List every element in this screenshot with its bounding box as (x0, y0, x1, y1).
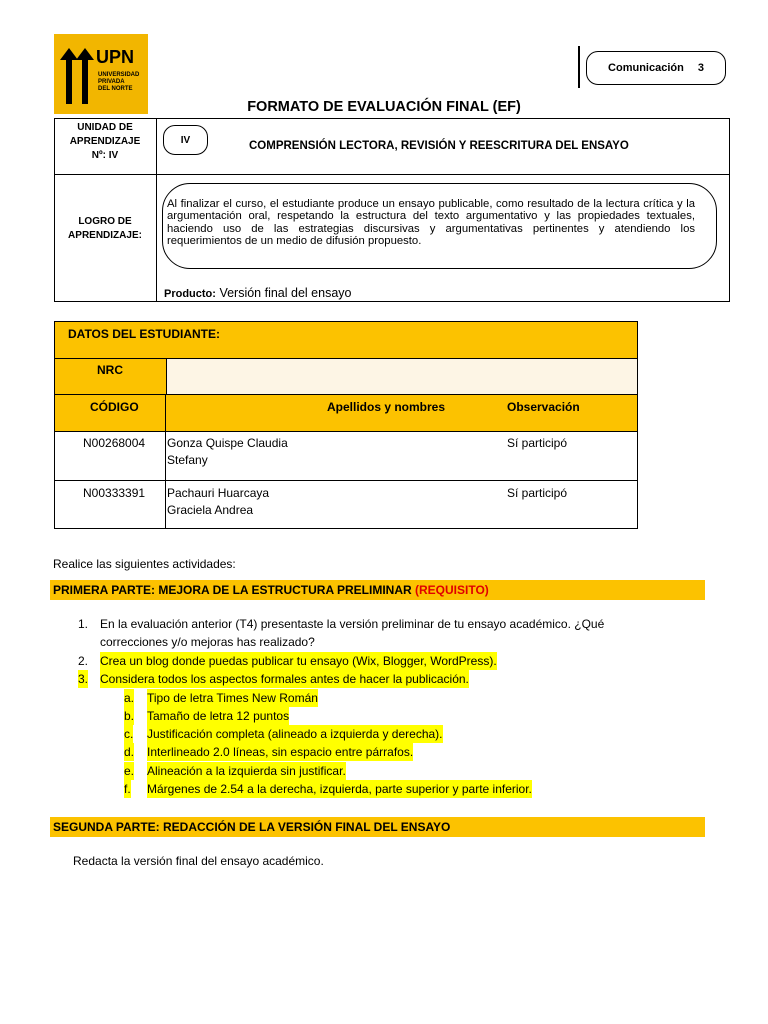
part1-title-bar (50, 580, 705, 600)
unit-table-row-divider (54, 174, 730, 175)
instruction-text: Realice las siguientes actividades: (53, 557, 236, 571)
header-divider (578, 46, 580, 88)
sub-item: Tamaño de letra 12 puntos (147, 707, 289, 725)
part1-title: PRIMERA PARTE: MEJORA DE LA ESTRUCTURA PRELIMINAR (53, 583, 412, 597)
sub-item: Interlineado 2.0 líneas, sin espacio entre párrafos. (147, 743, 413, 761)
page-title: FORMATO DE EVALUACIÓN FINAL (EF) (247, 99, 521, 115)
list-item-number: 1. (78, 617, 89, 631)
list-item-number: 3. (78, 670, 88, 688)
student-observation: Sí participó (507, 436, 568, 450)
course-name: Comunicación (608, 62, 684, 74)
sub-item: Justificación completa (alineado a izquierda y derecha). (147, 725, 443, 743)
list-item-number: 2. (78, 654, 89, 668)
col-obs-header: Observación (507, 400, 580, 414)
col-code-header: CÓDIGO (90, 400, 139, 414)
upn-arrow-icon (60, 48, 96, 104)
course-number: 3 (697, 62, 704, 74)
logo-brand: UPN (96, 47, 135, 67)
sub-item: Alineación a la izquierda sin justificar. (147, 762, 346, 780)
unit-table-col-divider (156, 118, 157, 302)
unit-title: COMPRENSIÓN LECTORA, REVISIÓN Y REESCRITURA DEL ENSAYO (249, 140, 629, 152)
logro-label: LOGRO DE APRENDIZAJE: (68, 216, 142, 241)
part2-title-bar (50, 817, 705, 837)
unit-number: IV (163, 125, 208, 155)
unit-label: UNIDAD DE APRENDIZAJE Nº: IV (69, 122, 141, 161)
list-item: Considera todos los aspectos formales antes de hacer la publicación. (100, 670, 469, 688)
product-line (164, 286, 351, 300)
sub-item-letter: b. (124, 707, 134, 725)
col-name-header: Apellidos y nombres (327, 400, 446, 414)
student-code: N00333391 (83, 486, 146, 500)
part2-text: Redacta la versión final del ensayo académico. (73, 854, 324, 868)
sub-item-letter: e. (124, 762, 134, 780)
logro-text: Al finalizar el curso, el estudiante produce un ensayo publicable, como resultado de la lectura crítica y la argumentación oral, respetando la estructura del texto argumentativo y las propiedades textuales, haciendo uso de las estrategias discursivas y argumentativas pertinentes y atendiendo los requerimientos de un medio de difusión propuesto. (167, 198, 695, 248)
list-item: En la evaluación anterior (T4) presentaste la versión preliminar de tu ensayo académico. ¿Qué (100, 617, 605, 631)
sub-item: Márgenes de 2.54 a la derecha, izquierda, parte superior y parte inferior. (147, 780, 532, 798)
list-item: Crea un blog donde puedas publicar tu ensayo (Wix, Blogger, WordPress). (100, 652, 497, 670)
student-observation: Sí participó (507, 486, 568, 500)
part1-tag: (REQUISITO) (415, 583, 489, 597)
student-name: Gonza Quispe Claudia Stefany (167, 436, 288, 467)
product-label: Producto: (164, 288, 216, 300)
sub-item-letter: c. (124, 725, 133, 743)
logo-subtitle: UNIVERSIDAD PRIVADA DEL NORTE (98, 72, 140, 92)
product-value: Versión final del ensayo (219, 286, 352, 300)
list-item: correcciones y/o mejoras has realizado? (100, 635, 315, 649)
course-badge (586, 51, 726, 85)
students-section-title: DATOS DEL ESTUDIANTE: (68, 327, 221, 341)
nrc-label: NRC (97, 363, 123, 377)
sub-item: Tipo de letra Times New Román (147, 689, 318, 707)
student-name: Pachauri Huarcaya Graciela Andrea (167, 486, 270, 517)
part2-title: SEGUNDA PARTE: REDACCIÓN DE LA VERSIÓN FINAL DEL ENSAYO (53, 820, 451, 834)
part1-list (0, 615, 768, 815)
sub-item-letter: f. (124, 780, 131, 798)
sub-item-letter: d. (124, 743, 134, 761)
sub-item-letter: a. (124, 689, 134, 707)
student-code: N00268004 (83, 436, 146, 450)
